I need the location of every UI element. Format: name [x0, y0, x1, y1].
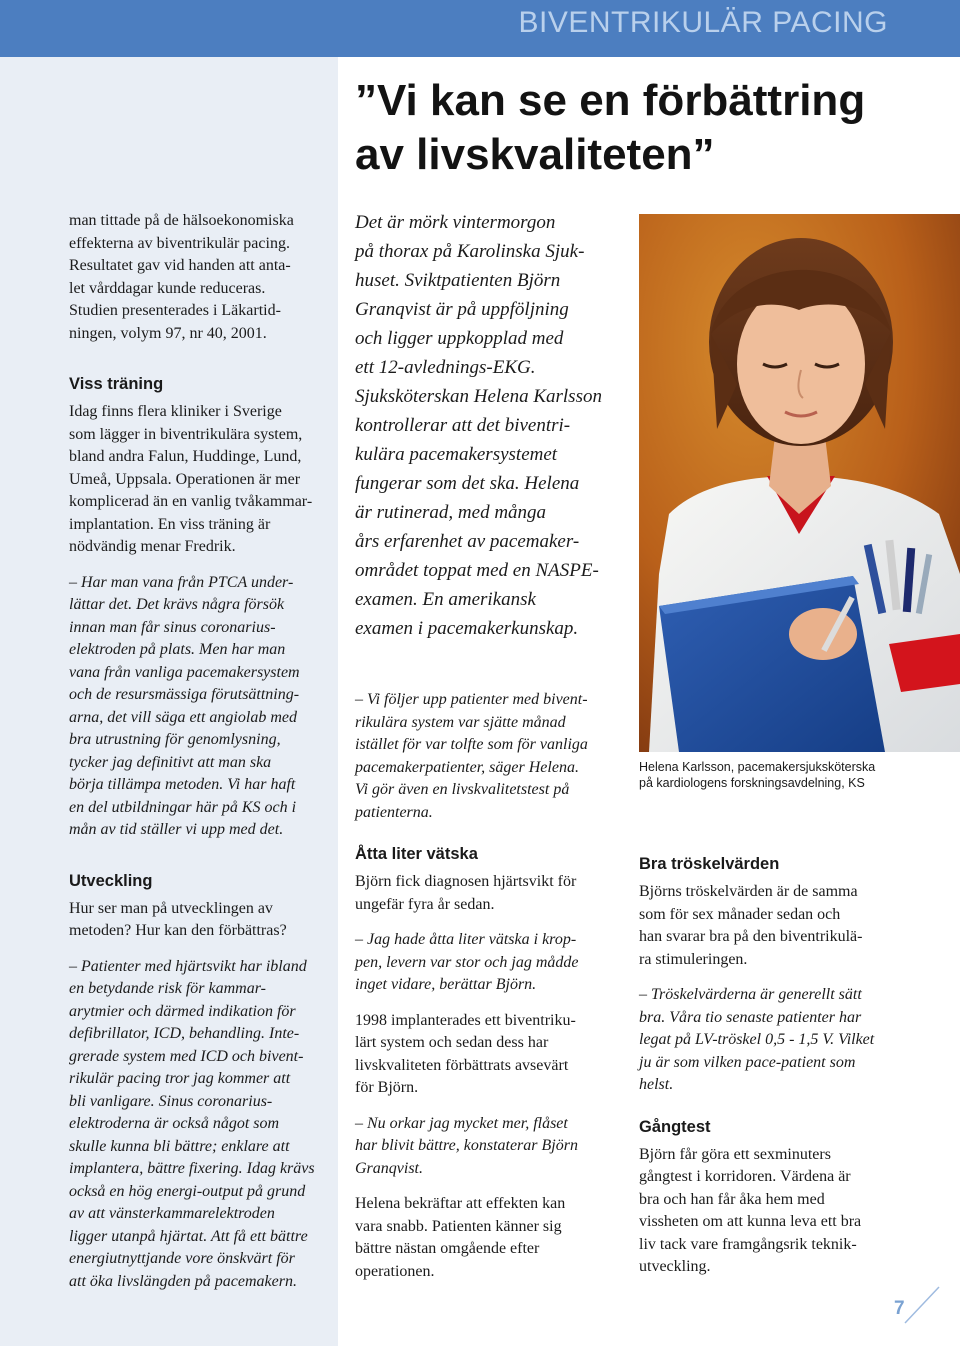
ingress-line: års erfarenhet av pacemaker-	[355, 531, 580, 552]
header-bar	[0, 0, 960, 57]
text-line: att öka livslängden på pacemakern.	[69, 1272, 297, 1290]
text-line: för Björn.	[355, 1079, 419, 1096]
text-line: – Har man vana från PTCA under-	[69, 573, 294, 591]
text-line: en del utbildningar här på KS och i	[69, 798, 297, 816]
utveckling-quote	[69, 956, 331, 1294]
text-line: defibrillator, ICD, behandling. Inte-	[69, 1025, 300, 1042]
text-line: grerade system med ICD och bivent-	[69, 1047, 304, 1065]
ingress-line: och ligger uppkopplad med	[355, 328, 564, 349]
subheading-atta-liter: Åtta liter vätska	[355, 845, 478, 863]
subheading-utveckling: Utveckling	[69, 871, 153, 890]
text-line: ungefär fyra år sedan.	[355, 895, 495, 913]
text-line: ju är som vilken pace-patient som	[639, 1053, 856, 1071]
text-line: implantera, bättre fixering. Idag krävs	[69, 1160, 315, 1177]
subheading-bra-troskelvarden: Bra tröskelvärden	[639, 855, 780, 873]
text-line: vara snabb. Patienten känner sig	[355, 1217, 562, 1235]
text-line: bland andra Falun, Huddinge, Lund,	[69, 448, 302, 465]
text-line: en betydande risk för kammar-	[69, 980, 266, 997]
text-line: tycker jag definitivt att man ska	[69, 753, 272, 771]
ingress	[355, 208, 635, 643]
text-line: livskvaliteten förbättrats avsevärt	[355, 1056, 569, 1074]
text-line: bra utrustning för genomlysning,	[69, 731, 281, 748]
text-line: innan man får sinus coronarius-	[69, 618, 276, 636]
left-column	[69, 210, 331, 1293]
text-line: – Vi följer upp patienter med bivent-	[355, 691, 588, 708]
text-line: – Tröskelvärderna är generellt sätt	[639, 986, 862, 1003]
text-line: pen, levern var stor och jag mådde	[355, 953, 579, 971]
right-column	[639, 853, 939, 1279]
text-line: och de resursmässiga förutsättning-	[69, 686, 300, 703]
text-line: liv tack vare framgångsrik teknik-	[639, 1235, 857, 1253]
text-line: bli vanligare. Sinus coronarius-	[69, 1092, 273, 1110]
text-line: ligger utanpå hjärtat. Att få ett bättre	[69, 1227, 308, 1245]
ingress-line: på thorax på Karolinska Sjuk-	[355, 241, 585, 262]
text-line: metoden? Hur kan den förbättras?	[69, 922, 287, 939]
ingress-line: är rutinerad, med många	[355, 502, 547, 523]
ingress-line: examen. En amerikansk	[355, 589, 536, 610]
text-line: bra. Våra tio senaste patienter har	[639, 1008, 862, 1026]
text-line: pacemakerpatienter, säger Helena.	[355, 758, 579, 776]
bjorn-quote	[355, 1113, 630, 1181]
ingress-line: kontrollerar att det biventri-	[355, 415, 571, 436]
page-corner-ornament	[903, 1285, 941, 1325]
text-line: effekterna av biventrikulär pacing.	[69, 234, 290, 252]
text-line: legat på LV-tröskel 0,5 - 1,5 V. Vilket	[639, 1031, 875, 1048]
text-line: Studien presenterades i Läkartid-	[69, 302, 281, 319]
text-line: helst.	[639, 1076, 674, 1093]
text-line: Resultatet gav vid handen att anta-	[69, 257, 291, 274]
text-line: som lägger in biventrikulära system,	[69, 425, 303, 443]
text-line: – Patienter med hjärtsvikt har ibland	[69, 957, 307, 975]
text-line: utveckling.	[639, 1258, 711, 1275]
text-line: nödvändig menar Fredrik.	[69, 538, 236, 555]
text-line: gångtest i korridoren. Värdena är	[639, 1168, 851, 1185]
text-line: Björns tröskelvärden är de samma	[639, 883, 858, 900]
ingress-line: huset. Sviktpatienten Björn	[355, 270, 561, 291]
utveckling-paragraph	[69, 898, 331, 943]
ingress-line: Sjuksköterskan Helena Karlsson	[355, 386, 602, 407]
ingress-line: kulära pacemakersystemet	[355, 444, 558, 465]
text-line: Vi gör även en livskvalitetstest på	[355, 781, 570, 798]
text-line: rikulär pacing tror jag kommer att	[69, 1070, 291, 1087]
text-line: 1998 implanterades ett biventriku-	[355, 1011, 576, 1029]
text-line: skulle kunna bli bättre; enklare att	[69, 1137, 290, 1155]
text-line: Björn fick diagnosen hjärtsvikt för	[355, 873, 577, 890]
ingress-line: området toppat med en NASPE-	[355, 560, 599, 581]
text-line: inget vidare, berättar Björn.	[355, 976, 537, 993]
text-line: han svarar bra på den biventrikulä-	[639, 928, 863, 945]
text-line: – Nu orkar jag mycket mer, flåset	[355, 1114, 568, 1132]
ingress-line: examen i pacemakerkunskap.	[355, 618, 579, 639]
caption-line: Helena Karlsson, pacemakersjuksköterska	[639, 760, 876, 774]
text-line: Umeå, Uppsala. Operationen är mer	[69, 470, 301, 488]
page-number: 7	[894, 1298, 905, 1319]
photo-caption	[639, 759, 939, 791]
text-line: vissheten om att kunna leva ett bra	[639, 1213, 862, 1230]
text-line: vana från vanliga pacemakersystem	[69, 663, 300, 681]
follow-up-quote	[355, 689, 630, 824]
headline-line: av livskvaliteten”	[355, 130, 715, 179]
text-line: operationen.	[355, 1262, 435, 1280]
ingress-line: ett 12-avlednings-EKG.	[355, 357, 536, 378]
section-label: BIVENTRIKULÄR PACING	[518, 6, 888, 39]
intro-paragraph	[69, 210, 331, 345]
text-line: som för sex månader sedan och	[639, 905, 841, 923]
text-line: bra och han får åka hem med	[639, 1190, 825, 1208]
effect-paragraph	[355, 1193, 630, 1283]
text-line: implantation. En viss träning är	[69, 515, 271, 533]
subheading-gangtest: Gångtest	[639, 1117, 711, 1136]
text-line: elektroden på plats. Men har man	[69, 641, 286, 658]
text-line: ra stimuleringen.	[639, 950, 748, 968]
troskel-paragraph	[639, 881, 939, 971]
text-line: Helena bekräftar att effekten kan	[355, 1195, 566, 1212]
implant-paragraph	[355, 1010, 630, 1100]
text-line: patienterna.	[355, 803, 433, 821]
nurse-photo	[639, 214, 960, 752]
text-line: energiutnyttjande vore önskvärt för	[69, 1250, 295, 1267]
ingress-line: fungerar som det ska. Helena	[355, 473, 580, 494]
text-line: av att vänsterkammarelektroden	[69, 1205, 275, 1222]
text-line: komplicerad än en vanlig tvåkammar-	[69, 493, 313, 510]
text-line: man tittade på de hälsoekonomiska	[69, 212, 294, 229]
headline	[355, 74, 935, 182]
text-line: arytmier och därmed indikation för	[69, 1002, 296, 1020]
atta-liter-paragraph	[355, 871, 630, 916]
text-line: – Jag hade åtta liter vätska i krop-	[355, 931, 577, 948]
text-line: har blivit bättre, konstaterar Björn	[355, 1137, 578, 1154]
text-line: mån av tid ställer vi upp med det.	[69, 821, 284, 838]
caption-line: på kardiologens forskningsavdelning, KS	[639, 776, 865, 790]
middle-column	[355, 689, 630, 1283]
text-line: Björn får göra ett sexminuters	[639, 1145, 831, 1163]
text-line: arna, det vill säga ett angiolab med	[69, 708, 297, 726]
text-line: rikulära system var sjätte månad	[355, 713, 566, 731]
text-line: lärt system och sedan dess har	[355, 1034, 549, 1051]
troskel-quote	[639, 984, 939, 1097]
text-line: bättre nästan omgående efter	[355, 1240, 540, 1257]
ingress-line: Det är mörk vintermorgon	[355, 212, 556, 233]
text-line: Idag finns flera kliniker i Sverige	[69, 403, 282, 420]
text-line: börja tillämpa metoden. Vi har haft	[69, 776, 296, 793]
text-line: ningen, volym 97, nr 40, 2001.	[69, 324, 267, 342]
viss-traning-quote	[69, 572, 331, 842]
headline-line: ”Vi kan se en förbättring	[355, 76, 866, 125]
ingress-line: Granqvist är på uppföljning	[355, 299, 569, 320]
text-line: istället för var tolfte som för vanliga	[355, 736, 588, 753]
text-line: let vårddagar kunde reduceras.	[69, 279, 266, 297]
text-line: elektroderna är också något som	[69, 1115, 280, 1132]
gangtest-paragraph	[639, 1144, 939, 1279]
subheading-viss-traning: Viss träning	[69, 375, 164, 393]
text-line: Hur ser man på utvecklingen av	[69, 899, 273, 917]
text-line: Granqvist.	[355, 1159, 423, 1177]
atta-liter-quote	[355, 929, 630, 997]
viss-traning-paragraph	[69, 401, 331, 559]
text-line: lättar det. Det krävs några försök	[69, 596, 285, 613]
text-line: också en hög energi-output på grund	[69, 1182, 306, 1200]
